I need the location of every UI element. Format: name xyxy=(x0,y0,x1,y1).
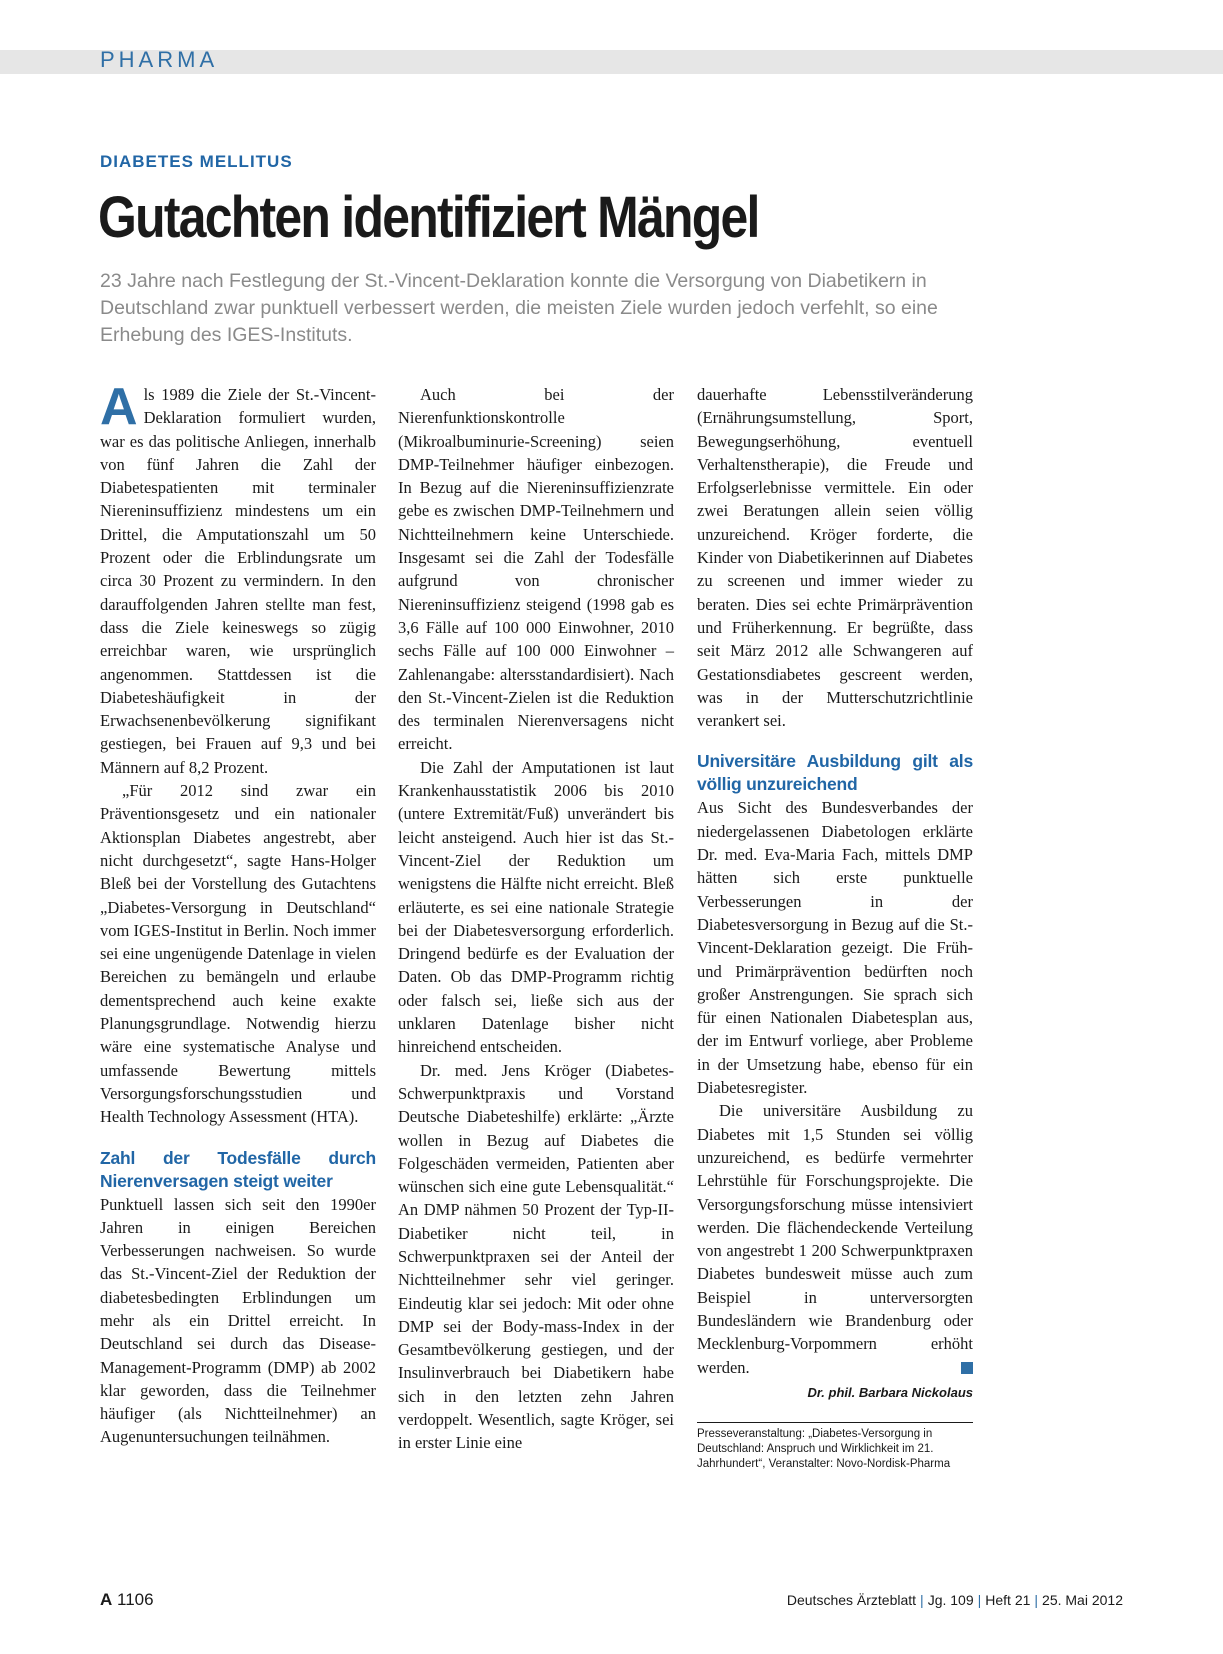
footer-separator: | xyxy=(977,1592,982,1608)
page-number-value: 1106 xyxy=(117,1590,154,1609)
page-number xyxy=(100,1590,154,1610)
author-byline: Dr. phil. Barbara Nickolaus xyxy=(807,1384,973,1400)
paragraph-text: Die universitäre Ausbildung zu Diabetes mit 1,5 Stunden sei völlig unzureichend, es bedürfe vermehrter Lehrstühle für Forschungsprojekte. Die Versorgungsforschung müsse intensiviert werden. Die flächendeckende Verteilung von angestrebt 1 200 Schwerpunktpraxen Diabetes bundesweit müsse auch zum Beispiel in unterversorgten Bundesländern wie Brandenburg oder Mecklenburg-Vorpommern erhöht werden. xyxy=(697,1101,973,1377)
journal-issue: Heft 21 xyxy=(985,1592,1031,1608)
footer-separator: | xyxy=(1034,1592,1039,1608)
footer-separator: | xyxy=(920,1592,924,1608)
article-column-1 xyxy=(100,378,376,1449)
subheading: Universitäre Ausbildung gilt als völlig unzureichend xyxy=(697,751,973,795)
journal-name: Deutsches Ärzteblatt xyxy=(786,1592,917,1608)
paragraph-text: ls 1989 die Ziele der St.-Vincent-Deklaration formuliert wurden, war es das politische Anliegen, innerhalb von fünf Jahren die Zahl der Diabetespatienten mit terminaler Niereninsuffizienz mindestens um ein Drittel, die Amputationszahl um 50 Prozent oder die Erblindungsrate um circa 30 Prozent zu vermindern. In den darauffolgenden Jahren stellte man fest, dass die Ziele keineswegs so zügig erreichbar waren, wie ursprünglich angenommen. Stattdessen ist die Diabeteshäufigkeit in der Erwachsenenbevölkerung signifikant gestiegen, bei Frauen auf 9,3 und bei Männern auf 8,2 Prozent. xyxy=(100,385,376,777)
paragraph xyxy=(697,1099,973,1379)
journal-date: 25. Mai 2012 xyxy=(1042,1592,1123,1608)
article-column-3 xyxy=(697,383,973,1472)
end-mark-icon xyxy=(961,1362,973,1374)
paragraph: Punktuell lassen sich seit den 1990er Jahren in einigen Bereichen Verbesserungen nachweisen. So wurde das St.-Vincent-Ziel der Reduktion der diabetesbedingten Erblindungen um mehr als ein Drittel erreicht. In Deutschland sei durch das Disease-Management-Programm (DMP) ab 2002 klar geworden, dass die Teilnehmer häufiger (als Nichtteilnehmer) an Augenuntersuchungen teilnähmen. xyxy=(100,1194,376,1447)
source-note: Presseveranstaltung: „Diabetes-Versorgung in Deutschland: Anspruch und Wirklichkeit im 21. Jahrhundert“, Veranstalter: Novo-Nordisk-Pharma xyxy=(697,1422,973,1472)
subheading: Zahl der Todesfälle durch Nierenversagen steigt weiter xyxy=(100,1147,376,1191)
article-kicker: DIABETES MELLITUS xyxy=(100,152,293,171)
page-prefix: A xyxy=(100,1590,113,1609)
paragraph: dauerhafte Lebensstilveränderung (Ernährungsumstellung, Sport, Bewegungserhöhung, eventuell Verhaltenstherapie), die Freude und Erfolgserlebnisse vermittele. Ein oder zwei Beratungen allein seien völlig unzureichend. Kröger forderte, die Kinder von Diabetikerinnen auf Diabetes zu screenen und immer wieder zu beraten. Dies sei echte Primärprävention und Früherkennung. Er begrüßte, dass seit März 2012 alle Schwangeren auf Gestationsdiabetes gescreent werden, was in der Mutterschutzrichtlinie verankert sei. xyxy=(697,385,973,731)
paragraph: „Für 2012 sind zwar ein Präventionsgesetz und ein nationaler Aktionsplan Diabetes angestrebt, aber nicht durchgesetzt“, sagte Hans-Holger Bleß bei der Vorstellung des Gutachtens „Diabetes-Versorgung in Deutschland“ vom IGES-Institut in Berlin. Noch immer sei eine ungenügende Datenlage in vielen Bereichen zu bemängeln und erlaube dementsprechend auch keine exakte Planungsgrundlage. Notwendig hierzu wäre eine systematische Analyse und umfassende Bewertung mittels Versorgungsforschungsstudien und Health Technology Assessment (HTA). xyxy=(100,781,376,1127)
section-label: PHARMA xyxy=(100,47,219,72)
paragraph: Die Zahl der Amputationen ist laut Krankenhausstatistik 2006 bis 2010 (untere Extremität/Fuß) unverändert bis leicht ansteigend. Auch hier ist das St.-Vincent-Ziel der Reduktion um wenigstens die Hälfte nicht erreicht. Bleß erläuterte, es sei eine nationale Strategie bei der Diabetesversorgung erforderlich. Dringend bedürfe es der Evaluation der Daten. Ob das DMP-Programm richtig oder falsch sei, ließe sich aus der unklaren Datenlage bisher nicht hinreichend entscheiden. xyxy=(398,757,674,1057)
paragraph: Dr. med. Jens Kröger (Diabetes-Schwerpunktpraxis und Vorstand Deutsche Diabeteshilfe) erklärte: „Ärzte wollen in Bezug auf Diabetes die Folgeschäden vermeiden, Patienten aber wünschen sich eine gute Lebensqualität.“ An DMP nähmen 50 Prozent der Typ-II-Diabetiker nicht teil, in Schwerpunktpraxen sei der Anteil der Nichtteilnehmer sehr viel geringer. Eindeutig klar sei jedoch: Mit oder ohne DMP sei der Body-mass-Index in der Gesamtbevölkerung gestiegen, und der Insulinverbrauch bei Diabetikern habe sich in den letzten zehn Jahren verdoppelt. Wesentlich, sagte Kröger, sei in erster Linie eine xyxy=(398,1060,674,1453)
paragraph: Aus Sicht des Bundesverbandes der niedergelassenen Diabetologen erklärte Dr. med. Eva-Maria Fach, mittels DMP hätten sich erste punktuelle Verbesserungen in der Diabetesversorgung in Bezug auf die St.-Vincent-Deklaration gezeigt. Die Früh- und Primärprävention bedürften noch großer Anstrengungen. Sie sprach sich für einen Nationalen Diabetesplan aus, der im Entwurf vorliege, aber Probleme in der Umsetzung habe, ebenso für ein Diabetesregister. xyxy=(697,798,973,1098)
journal-volume: Jg. 109 xyxy=(927,1592,974,1608)
article-headline: Gutachten identifiziert Mängel xyxy=(98,185,759,250)
article-column-2 xyxy=(398,383,674,1455)
journal-footer xyxy=(787,1592,1123,1608)
paragraph xyxy=(100,378,376,779)
article-lead: 23 Jahre nach Festlegung der St.-Vincent-Deklaration konnte die Versorgung von Diabetikern in Deutschland zwar punktuell verbessert werden, die meisten Ziele wurden jedoch verfehlt, so eine Erhebung des IGES-Instituts. xyxy=(100,270,938,346)
drop-cap: A xyxy=(100,378,138,436)
paragraph: Auch bei der Nierenfunktionskontrolle (Mikroalbuminurie-Screening) seien DMP-Teilnehmer häufiger einbezogen. In Bezug auf die Niereninsuffizienzrate gebe es zwischen DMP-Teilnehmern und Nichtteilnehmern keine Unterschiede. Insgesamt sei die Zahl der Todesfälle aufgrund von chronischer Niereninsuffizienz steigend (1998 gab es 3,6 Fälle auf 100 000 Einwohner, 2010 sechs Fälle auf 100 000 Einwohner – Zahlenangabe: altersstandardisiert). Nach den St.-Vincent-Zielen ist die Reduktion des terminalen Nierenversagens nicht erreicht. xyxy=(398,385,674,754)
